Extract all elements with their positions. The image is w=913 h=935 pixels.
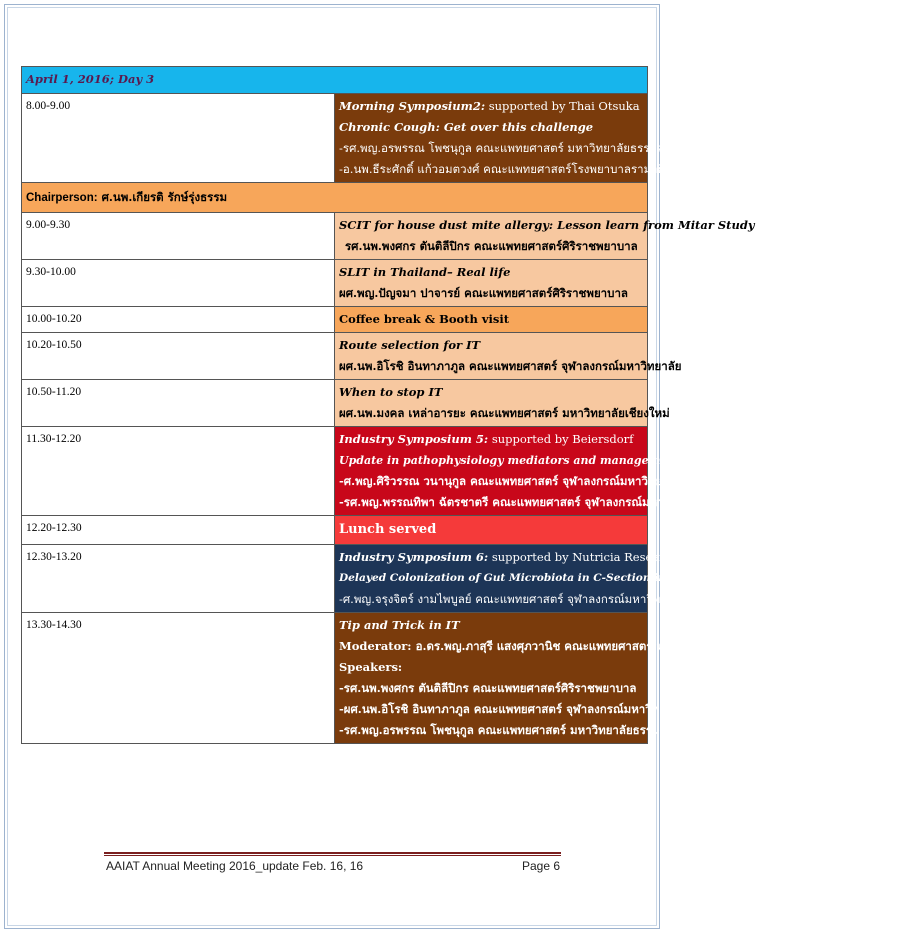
speaker-line: -อ.นพ.ธีระศักดิ์ แก้วอมตวงศ์ คณะแพทยศาสตร์โรงพยาบาลรามาธิบดี [339,162,680,176]
table-row [22,545,648,613]
moderator-label: Moderator: [339,639,412,653]
time-cell: 10.50-11.20 [22,380,335,427]
table-row [22,333,648,380]
time-cell: 11.30-12.20 [22,427,335,516]
time-cell: 10.00-10.20 [22,307,335,333]
table-row [22,307,648,333]
session-sponsor: supported by Beiersdorf [488,432,634,446]
speaker-line: -ผศ.นพ.อิโรชิ อินทาภาภูล คณะแพทยศาสตร์ จุฬาลงกรณ์มหาวิทยาลัย [339,702,687,716]
break-title: Coffee break & Booth visit [339,312,510,326]
time-cell: 8.00-9.00 [22,94,335,183]
chairperson-cell [22,183,648,213]
speaker-line: ผศ.นพ.อิโรชิ อินทาภาภูล คณะแพทยศาสตร์ จุฬาลงกรณ์มหาวิทยาลัย [339,359,682,373]
session-title: SLIT in Thailand– Real life [339,265,511,279]
table-row [22,380,648,427]
session-cell [335,516,648,545]
session-sponsor: supported by Nutricia Research [488,550,679,564]
speaker-line: -รศ.พญ.อรพรรณ โพชนุกูล คณะแพทยศาสตร์ มหาวิทยาลัยธรรมศาสตร์ [339,141,692,155]
session-cell [335,613,797,744]
time-cell: 12.30-13.20 [22,545,335,613]
speakers-label: Speakers: [339,660,403,674]
chairperson-name: ศ.นพ.เกียรติ รักษ์รุ่งธรรม [97,190,228,204]
session-cell [335,260,648,307]
lunch-title: Lunch served [339,522,437,537]
session-cell [335,307,648,333]
schedule-table [21,66,913,744]
time-cell: 12.20-12.30 [22,516,335,545]
chairperson-label: Chairperson: [26,192,98,204]
speaker-line: ผศ.พญ.ปัญจมา ปาจารย์ คณะแพทยศาสตร์ศิริราชพยาบาล [339,286,628,300]
session-label: Industry Symposium 5: [339,432,489,446]
table-row [22,427,648,516]
table-row [22,94,648,183]
session-title: Tip and Trick in IT [339,618,460,632]
page-number: Page 6 [522,859,561,873]
session-label: Morning Symposium2: [339,99,486,113]
session-title: Delayed Colonization of Gut Microbiota in C-Section infants: Causes,Consequence and Solutions [339,572,913,584]
session-cell [335,427,853,516]
session-title: Chronic Cough: Get over this challenge [339,120,594,134]
speaker-line: -ศ.พญ.ศิริวรรณ วนานุกูล คณะแพทยศาสตร์ จุฬาลงกรณ์มหาวิทยาลัย [339,474,683,488]
speaker-line: ผศ.นพ.มงคล เหล่าอารยะ คณะแพทยศาสตร์ มหาวิทยาลัยเชียงใหม่ [339,406,670,420]
table-row [22,516,648,545]
chairperson-row [22,183,648,213]
footer-rule [104,852,561,854]
day-title: April 1, 2016; Day 3 [22,67,648,94]
speaker-line: -ศ.พญ.จรุงจิตร์ งามไพบูลย์ คณะแพทยศาสตร์ จุฬาลงกรณ์มหาวิทยาลัย [339,592,688,606]
time-cell: 13.30-14.30 [22,613,335,744]
speaker-line: -รศ.นพ.พงศกร ตันติลีปิกร คณะแพทยศาสตร์ศิริราชพยาบาล [339,681,637,695]
session-cell [335,333,682,380]
session-cell [335,545,913,613]
session-sponsor: supported by Thai Otsuka [485,99,640,113]
session-title: SCIT for house dust mite allergy: Lesson learn from Mitar Study [339,218,755,232]
footer-text: AAIAT Annual Meeting 2016_update Feb. 16, 16 [106,859,364,873]
day-header-row [22,67,648,94]
moderator-name: อ.ดร.พญ.ภาสุรี แสงศุภวานิช คณะแพทยศาสตร์ มหาวิทยาลัยสงขลานครินทร์ [411,639,797,653]
session-cell [335,380,670,427]
time-cell: 9.00-9.30 [22,213,335,260]
table-row [22,213,648,260]
session-title: Route selection for IT [339,338,481,352]
time-cell: 10.20-10.50 [22,333,335,380]
session-cell [335,213,755,260]
table-row [22,260,648,307]
session-title: Update in pathophysiology mediators and management of itch in Atopic Dermatitis [339,454,853,467]
session-cell [335,94,692,183]
session-label: Industry Symposium 6: [339,550,489,564]
speaker-line: -รศ.พญ.อรพรรณ โพชนุกูล คณะแพทยศาสตร์ มหาวิทยาลัยธรรมศาสตร์ [339,723,695,737]
table-row [22,613,648,744]
footer-rule-thin [104,855,561,856]
speaker-line: รศ.นพ.พงศกร ตันติลีปิกร คณะแพทยศาสตร์ศิริราชพยาบาล [345,239,638,253]
speaker-line: -รศ.พญ.พรรณทิพา ฉัตรชาตรี คณะแพทยศาสตร์ จุฬาลงกรณ์มหาวิทยาลัย [339,495,705,509]
session-title: When to stop IT [339,385,443,399]
time-cell: 9.30-10.00 [22,260,335,307]
